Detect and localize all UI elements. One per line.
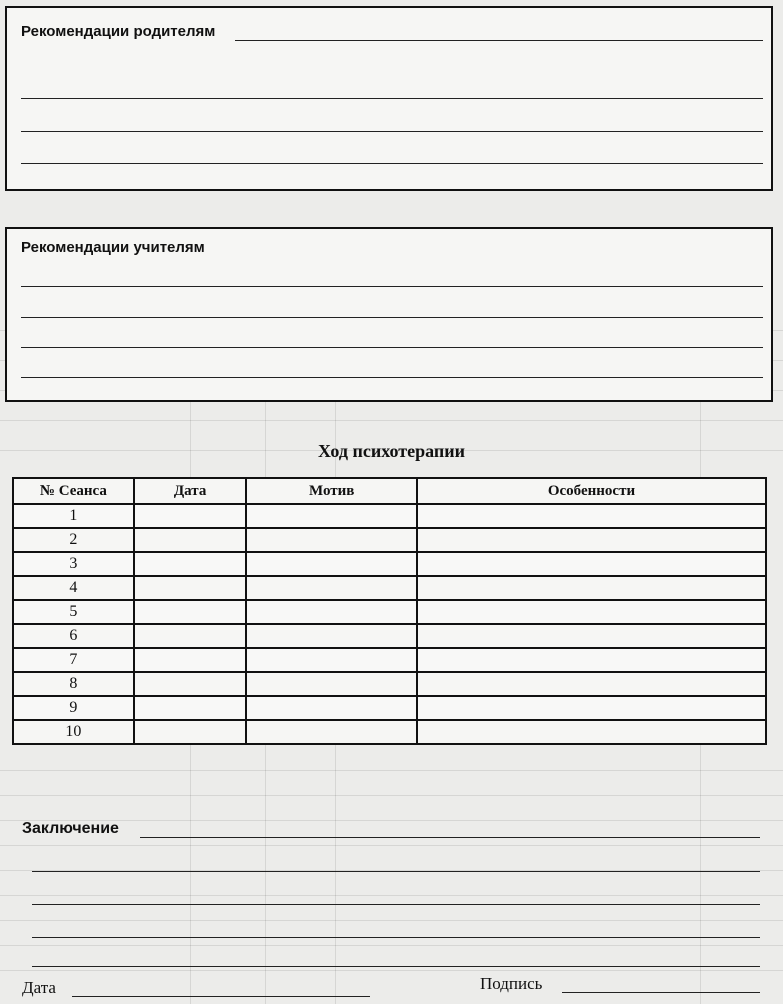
writing-line[interactable] [21,131,763,132]
date-cell[interactable] [134,504,247,528]
features-cell[interactable] [417,624,766,648]
session-number: 4 [13,576,134,600]
date-cell[interactable] [134,696,247,720]
motive-cell[interactable] [246,672,417,696]
bleed-rule [0,795,783,796]
features-cell[interactable] [417,576,766,600]
writing-line[interactable] [21,286,763,287]
date-line[interactable] [72,996,370,997]
date-cell[interactable] [134,720,247,744]
features-cell[interactable] [417,672,766,696]
features-cell[interactable] [417,600,766,624]
table-row [13,720,766,744]
motive-cell[interactable] [246,648,417,672]
bleed-rule [0,420,783,421]
session-number: 8 [13,672,134,696]
table-row [13,576,766,600]
motive-cell[interactable] [246,504,417,528]
date-cell[interactable] [134,648,247,672]
conclusion-line[interactable] [32,871,760,872]
column-header-date: Дата [134,478,247,504]
signature-label: Подпись [480,974,543,993]
column-header-session-number: № Сеанса [13,478,134,504]
table-row [13,696,766,720]
table-row [13,504,766,528]
bleed-rule [0,770,783,771]
session-number: 1 [13,504,134,528]
conclusion-label: Заключение [22,820,119,837]
bleed-rule [0,895,783,896]
date-cell[interactable] [134,528,247,552]
writing-line[interactable] [235,40,763,41]
therapy-sessions-table [12,477,767,745]
table-row [13,624,766,648]
session-number: 10 [13,720,134,744]
conclusion-line[interactable] [32,904,760,905]
motive-cell[interactable] [246,696,417,720]
writing-line[interactable] [21,347,763,348]
motive-cell[interactable] [246,576,417,600]
date-cell[interactable] [134,552,247,576]
bleed-rule [0,920,783,921]
conclusion-line[interactable] [32,937,760,938]
parents-recommendations-box [5,6,773,191]
bleed-rule [0,845,783,846]
teachers-recommendations-title: Рекомендации учителям [21,239,205,256]
date-cell[interactable] [134,672,247,696]
therapy-section-title: Ход психотерапии [317,441,466,461]
session-number: 7 [13,648,134,672]
features-cell[interactable] [417,720,766,744]
session-number: 6 [13,624,134,648]
date-cell[interactable] [134,624,247,648]
features-cell[interactable] [417,696,766,720]
date-cell[interactable] [134,576,247,600]
writing-line[interactable] [21,317,763,318]
motive-cell[interactable] [246,552,417,576]
date-cell[interactable] [134,600,247,624]
features-cell[interactable] [417,504,766,528]
table-row [13,672,766,696]
table-row [13,648,766,672]
column-header-features: Особенности [417,478,766,504]
writing-line[interactable] [21,98,763,99]
writing-line[interactable] [21,377,763,378]
conclusion-line[interactable] [140,837,760,838]
teachers-recommendations-box [5,227,773,402]
motive-cell[interactable] [246,600,417,624]
conclusion-line[interactable] [32,966,760,967]
motive-cell[interactable] [246,624,417,648]
table-row [13,528,766,552]
column-header-motive: Мотив [246,478,417,504]
features-cell[interactable] [417,552,766,576]
bleed-rule [0,945,783,946]
session-number: 3 [13,552,134,576]
table-row [13,552,766,576]
parents-recommendations-title: Рекомендации родителям [21,23,216,40]
writing-line[interactable] [21,163,763,164]
bleed-rule [0,970,783,971]
session-number: 5 [13,600,134,624]
table-header-row [13,478,766,504]
signature-line[interactable] [562,992,760,993]
date-label: Дата [22,978,56,997]
session-number: 9 [13,696,134,720]
features-cell[interactable] [417,648,766,672]
table-row [13,600,766,624]
motive-cell[interactable] [246,528,417,552]
session-number: 2 [13,528,134,552]
features-cell[interactable] [417,528,766,552]
motive-cell[interactable] [246,720,417,744]
